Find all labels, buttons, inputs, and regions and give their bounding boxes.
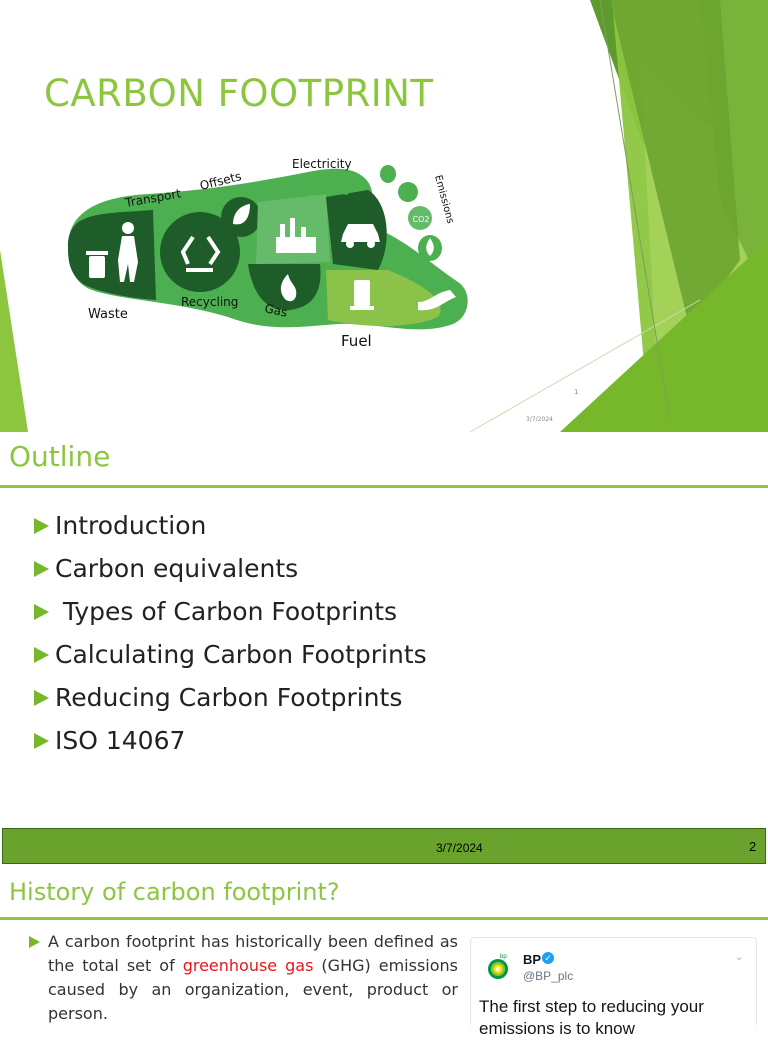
list-item	[34, 590, 427, 633]
toe-1	[380, 165, 396, 183]
chevron-down-icon[interactable]: ⌄	[734, 951, 744, 963]
list-item	[34, 547, 427, 590]
label-recycling: Recycling	[181, 295, 239, 309]
title-slide	[0, 0, 768, 432]
label-fuel: Fuel	[341, 332, 372, 350]
slide-footer-bar	[2, 828, 766, 864]
label-transport: Transport	[124, 186, 182, 210]
waste-section	[68, 210, 156, 300]
footer-page-number: 2	[749, 839, 757, 854]
label-offsets: Offsets	[198, 169, 243, 193]
list-item-text: Reducing Carbon Footprints	[55, 683, 403, 712]
list-item	[34, 676, 427, 719]
list-item	[34, 504, 427, 547]
list-item-text: Introduction	[55, 511, 207, 540]
label-electricity: Electricity	[292, 157, 352, 171]
tweet-author-handle[interactable]: @BP_plc	[523, 969, 574, 983]
verified-badge-icon: ✓	[542, 952, 554, 964]
list-item	[34, 633, 427, 676]
list-item-text: ISO 14067	[55, 726, 186, 755]
bullet-arrow-icon	[34, 647, 49, 663]
bullet-arrow-icon	[34, 518, 49, 534]
toe-2	[398, 182, 418, 202]
slide-number: 1	[574, 388, 579, 396]
bp-logo-icon	[483, 952, 513, 982]
label-waste: Waste	[88, 307, 128, 322]
co2-label: CO2	[412, 215, 430, 224]
label-gas: Gas	[263, 301, 289, 320]
bullet-arrow-icon	[29, 936, 40, 948]
paragraph-text: A carbon footprint has historically been defined as the total set of	[48, 932, 458, 975]
bp-logo-text: bp	[500, 954, 507, 960]
left-accent-shape	[0, 250, 28, 432]
tweet-text: The first step to reducing your emissions is to know	[479, 997, 704, 1038]
list-item-text: Types of Carbon Footprints	[55, 597, 398, 626]
outline-list	[34, 504, 427, 762]
outline-title: Outline	[9, 440, 111, 473]
bullet-arrow-icon	[34, 604, 49, 620]
title-underline	[0, 485, 768, 488]
history-title: History of carbon footprint?	[9, 878, 340, 906]
tweet-author-name[interactable]: BP	[523, 952, 542, 967]
label-emissions: Emissions	[432, 173, 456, 225]
carbon-footprint-graphic	[58, 152, 478, 350]
title-underline	[0, 917, 768, 920]
history-paragraph	[48, 930, 458, 1026]
bullet-arrow-icon	[34, 561, 49, 577]
list-item-text: Calculating Carbon Footprints	[55, 640, 427, 669]
slide-title: CARBON FOOTPRINT	[44, 72, 434, 115]
footer-date: 3/7/2024	[436, 841, 483, 855]
bullet-arrow-icon	[34, 690, 49, 706]
greenhouse-gas-link[interactable]: greenhouse gas	[182, 956, 314, 975]
list-item	[34, 719, 427, 762]
list-item-text: Carbon equivalents	[55, 554, 299, 583]
paragraph-text: (GHG) emissions caused by an organization, event, product or person.	[48, 956, 458, 1023]
embedded-tweet[interactable]	[470, 937, 757, 1038]
bullet-arrow-icon	[34, 733, 49, 749]
slide-date: 3/7/2024	[526, 416, 553, 423]
